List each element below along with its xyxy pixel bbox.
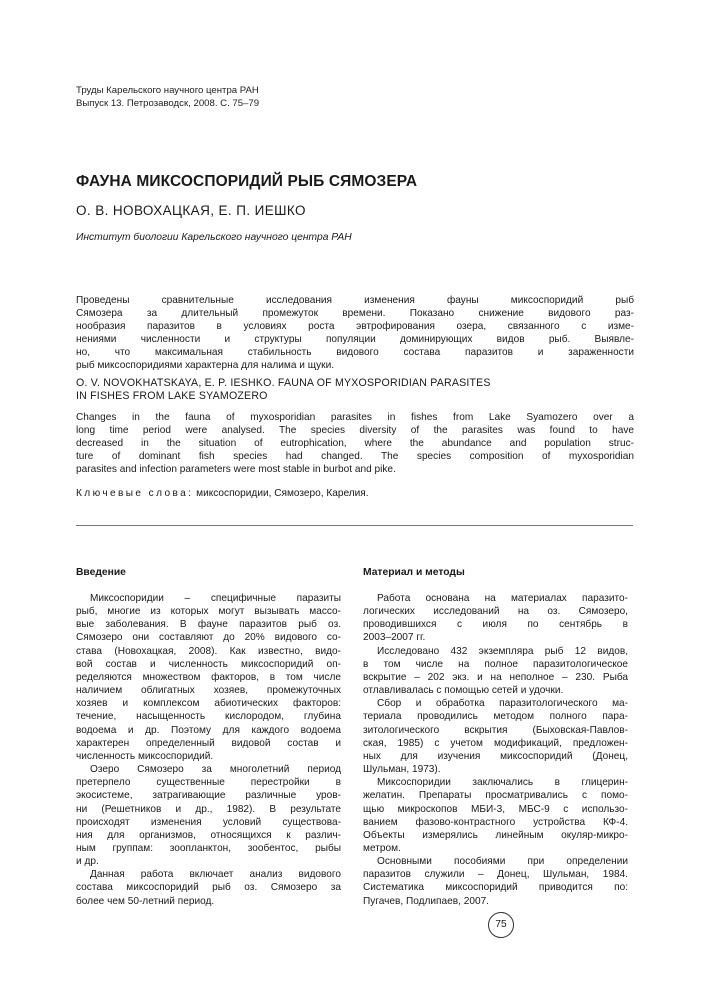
text-line: претерпело существенные перестройки в (76, 777, 341, 789)
text-line: ни (Решетников и др., 1982). В результате (76, 803, 341, 815)
text-line: Шульман, 1973). (363, 764, 441, 776)
paragraph (363, 776, 628, 855)
abstract-line: Проведены сравнительные исследования изменения фауны миксоспоридий рыб (76, 295, 634, 306)
text-line: Озеро Сямозеро за многолетний период (90, 764, 341, 776)
text-line: Объекты измерялись линейным окуляр-микро- (363, 829, 628, 841)
paragraph (363, 592, 628, 645)
text-line: Работа основана на материалах паразито- (377, 593, 628, 604)
abstract-line: long time period were analysed. The species diversity of the parasites was found to have (76, 425, 634, 437)
text-line: проводившихся с июля по сентябрь в (363, 619, 628, 631)
text-line: става (Новохацкая, 2008). Как известно, видо- (76, 645, 341, 657)
text-line: ния для организмов, относящихся к различ- (76, 829, 341, 841)
text-line: Миксоспоридии – специфичные паразиты (90, 593, 341, 604)
text-line: в том числе на полное паразитологическое (363, 658, 628, 670)
text-line: щью микроскопов МБИ-3, МБС-9 с использо- (363, 803, 628, 815)
text-line: вскрытие – 202 экз. и на неполное – 230. Рыба (363, 671, 628, 683)
abstract-russian (76, 294, 634, 373)
text-line: 2003–2007 гг. (363, 632, 426, 644)
abstract-line: parasites and infection parameters were most stable in burbot and pike. (76, 464, 396, 476)
paragraph (363, 697, 628, 776)
text-line: отлавливалась с помощью сетей и удочки. (363, 685, 564, 697)
column-left (76, 566, 341, 908)
author-affiliation: Институт биологии Карельского научного центра РАН (76, 232, 352, 243)
text-line: Миксоспоридии заключались в глицерин- (377, 777, 628, 789)
text-line: Данная работа включает анализ видового (90, 869, 341, 881)
paragraph (363, 855, 628, 908)
text-line: наличием облигатных хозяев, промежуточных (76, 685, 341, 697)
abstract-line: Changes in the fauna of myxosporidian parasites in fishes from Lake Syamozero over a (76, 412, 634, 423)
journal-header (76, 84, 636, 110)
keywords-label: Ключевые слова: (76, 488, 194, 499)
text-line: ская, 1985) с учетом модификаций, предложен- (363, 737, 628, 749)
text-line: териала проводились методом полного пара- (363, 711, 628, 723)
abstract-line: нообразия паразитов в условиях роста эвтрофирования озера, связанного с изме- (76, 321, 634, 333)
text-line: и др. (76, 856, 99, 868)
abstract-line: Сямозера за длительный промежуток времени. Показано снижение видового раз- (76, 308, 634, 320)
text-line: более чем 50-летний период. (76, 895, 215, 907)
text-line: течение, насыщенность кислородом, глубина (76, 711, 341, 723)
text-line: водоема и др. Поэтому для каждого водоема (76, 724, 341, 736)
abstract-line: нениями численности и структуры популяции доминирующих видов рыб. Выявле- (76, 334, 634, 346)
column-right (363, 566, 628, 908)
text-line: ванием фазово-контрастного устройства КФ-4. (363, 816, 628, 828)
text-line: Пугачев, Подлипаев, 2007. (363, 895, 489, 907)
text-line: ных для изучения миксоспоридий (Донец, (363, 750, 628, 762)
text-line: логических исследований на оз. Сямозеро, (363, 606, 628, 618)
journal-name: Труды Карельского научного центра РАН (76, 85, 259, 96)
text-line: Основными пособиями при определении (377, 856, 628, 868)
text-line: Исследовано 432 экземпляра рыб 12 видов, (377, 645, 628, 657)
section-heading-methods: Материал и методы (363, 567, 465, 578)
text-line: вой состав и численность миксоспоридий оп- (76, 658, 341, 670)
paragraph (76, 763, 341, 868)
journal-issue: Выпуск 13. Петрозаводск, 2008. С. 75–79 (76, 98, 260, 109)
text-line: характерен определенный видовой состав и (76, 737, 341, 749)
text-line: численность миксоспоридий. (76, 750, 214, 762)
text-line: паразитов служили – Донец, Шульман, 1984. (363, 869, 628, 881)
page-number: 75 (488, 912, 514, 938)
english-title (76, 377, 634, 404)
text-line: состава миксоспоридий рыб оз. Сямозеро за (76, 882, 341, 894)
section-divider (76, 525, 633, 526)
text-line: Сямозеро они составляют до 20% видового со- (76, 632, 341, 644)
text-line: ределяются множеством факторов, в том числе (76, 671, 341, 683)
abstract-line: decreased in the situation of eutrophication, where the abundance and population struc- (76, 438, 634, 450)
abstract-line: ture of dominant fish species had changed. The species composition of myxosporidian (76, 451, 634, 463)
paragraph (76, 868, 341, 907)
text-line: Сбор и обработка паразитологического ма- (377, 698, 628, 710)
article-authors: О. В. НОВОХАЦКАЯ, Е. П. ИЕШКО (76, 203, 306, 218)
text-line: желатин. Препараты просматривались с помо- (363, 790, 628, 802)
abstract-line: рыб миксоспоридиями характерна для налима и щуки. (76, 360, 335, 372)
english-title-line: O. V. NOVOKHATSKAYA, E. P. IESHKO. FAUNA OF MYXOSPORIDIAN PARASITES (76, 377, 491, 389)
text-line: вые заболевания. В фауне паразитов рыб оз. (76, 619, 341, 631)
keywords (76, 488, 369, 499)
paragraph (363, 645, 628, 698)
abstract-english (76, 411, 634, 476)
section-heading-intro: Введение (76, 567, 126, 578)
text-line: Систематика миксоспоридий приводится по: (363, 882, 628, 894)
text-line: ным группам: зоопланктон, зообентос, рыбы (76, 842, 341, 854)
abstract-line: но, что максимальная стабильность видового состава паразитов и зараженности (76, 347, 634, 359)
english-title-line: IN FISHES FROM LAKE SYAMOZERO (76, 390, 268, 403)
keywords-text: миксоспоридии, Сямозеро, Карелия. (193, 488, 369, 499)
article-title: ФАУНА МИКСОСПОРИДИЙ РЫБ СЯМОЗЕРА (76, 173, 418, 190)
text-line: хозяев и комплексом абиотических факторов: (76, 698, 341, 710)
text-line: происходят изменения условий существова- (76, 816, 341, 828)
text-line: экосистеме, затрагивающие различные уров- (76, 790, 341, 802)
paragraph (76, 592, 341, 763)
text-line: метром. (363, 842, 401, 854)
text-line: зитологического вскрытия (Быховская-Павлов- (363, 724, 628, 736)
text-line: рыб, многие из которых могут вызывать массо- (76, 606, 341, 618)
